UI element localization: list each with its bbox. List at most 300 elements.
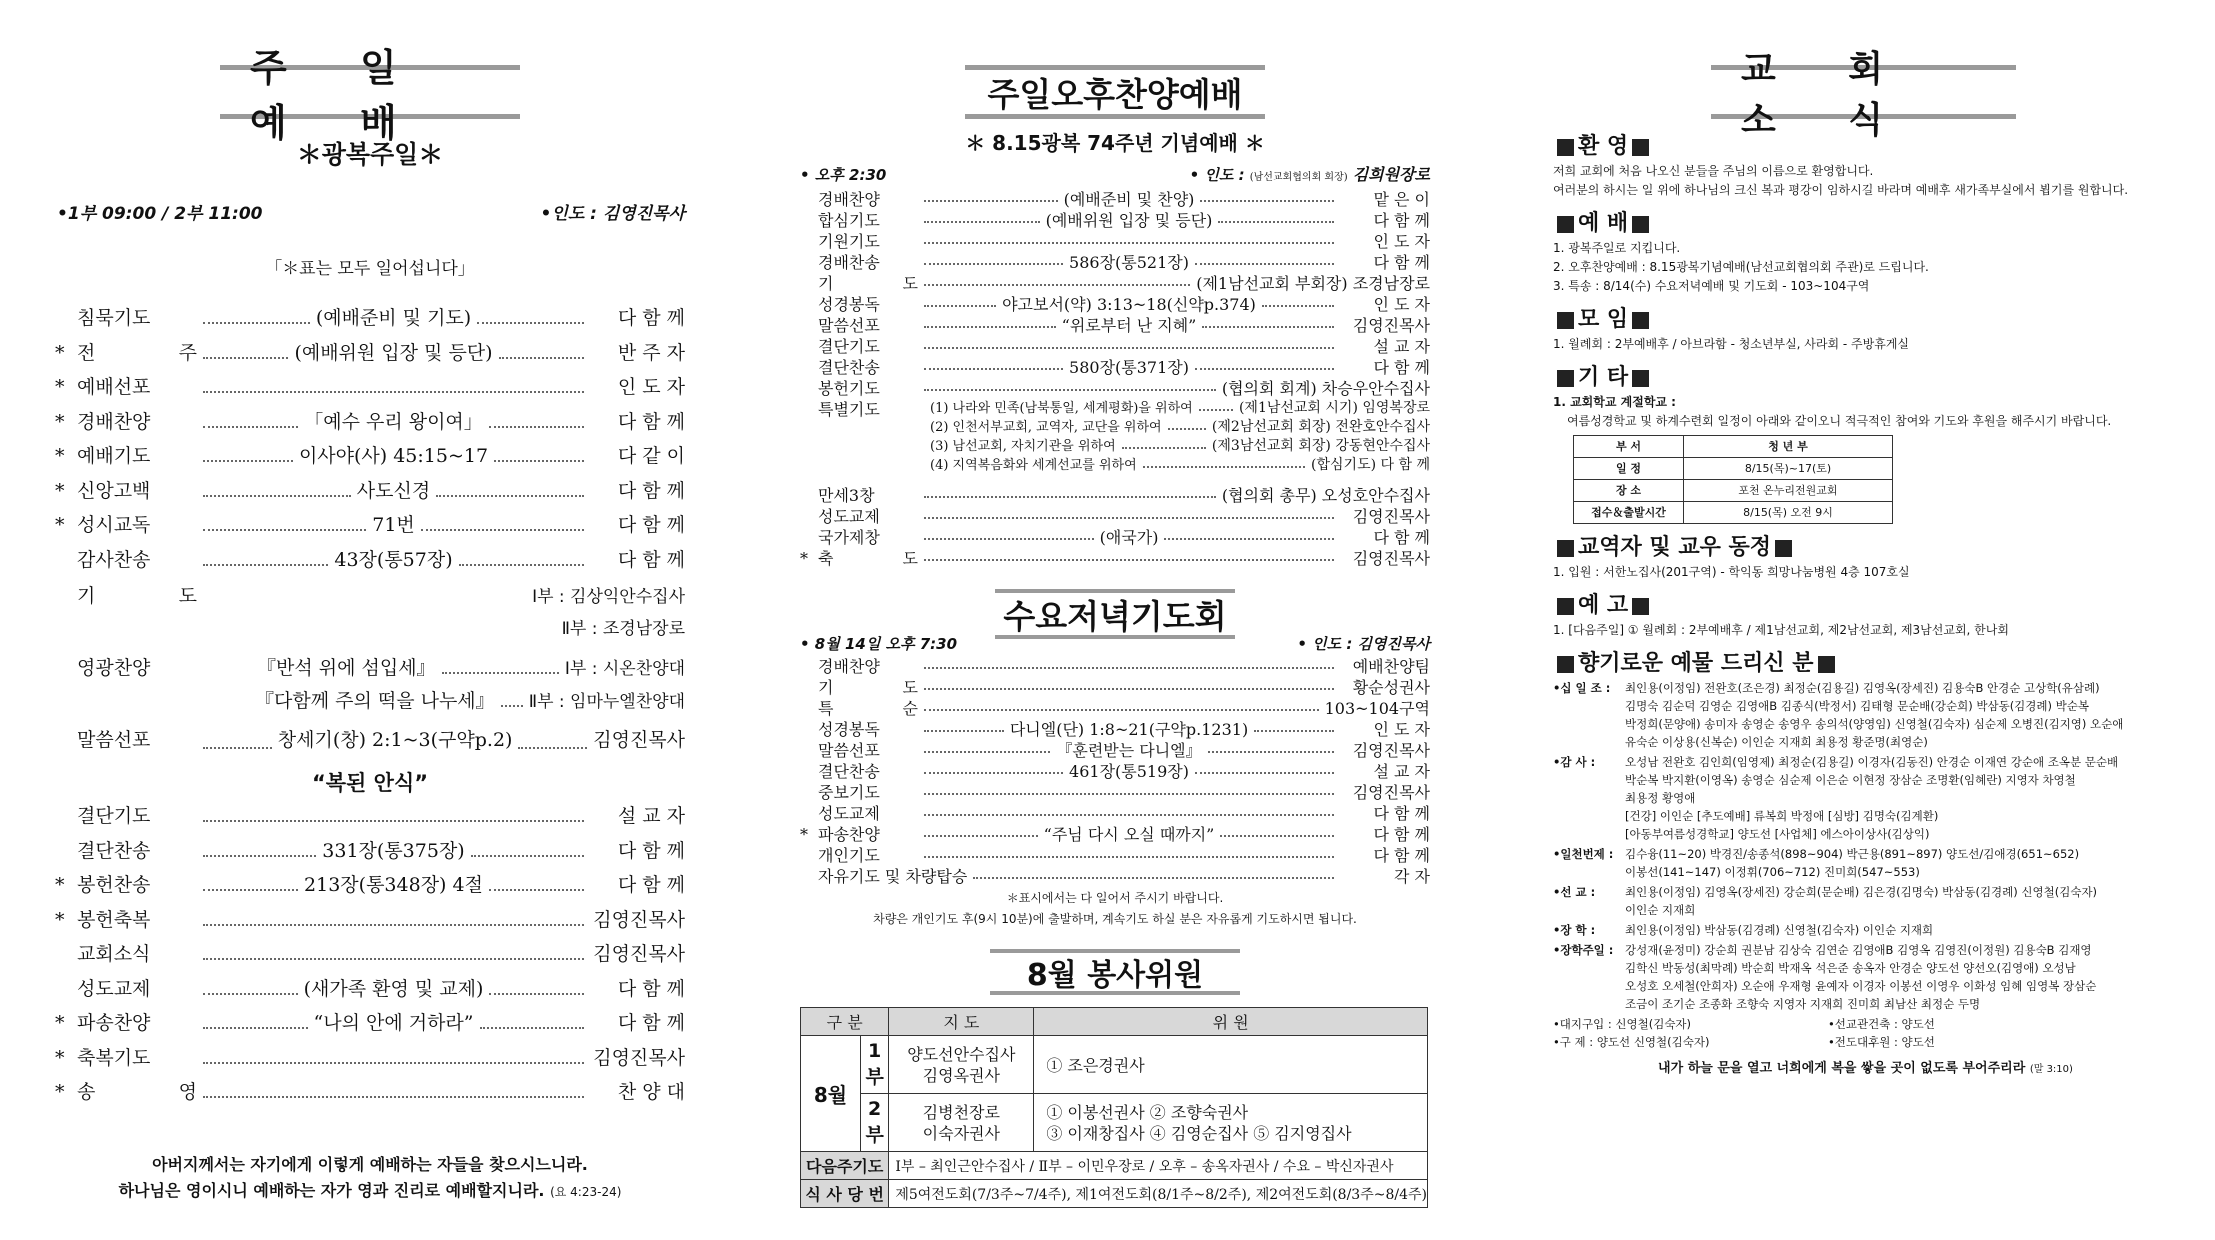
special-prayer-item	[800, 435, 1430, 454]
order-person: 맡 은 이	[1373, 190, 1431, 209]
verse-line-1: 아버지께서는 자기에게 이렇게 예배하는 자들을 찾으시느니라.	[152, 1154, 588, 1174]
order-person: 다 함 께	[617, 874, 685, 896]
order-person: 김영진목사	[1352, 741, 1430, 760]
notice-heading	[1553, 593, 2178, 618]
order-label: 경배찬양	[77, 410, 151, 433]
other-line-2: 여름성경학교 및 하계수련회 일정이 아래와 같이오니 적극적인 참여와 기도와 후원을 해주시기 바랍니다.	[1567, 414, 2112, 428]
relief-offering: •구 제 : 양도선 신영철(김숙자)	[1553, 1035, 1710, 1049]
order-label: 경배찬양	[818, 657, 880, 676]
order-label: 말씀선포	[818, 741, 880, 760]
staff-news-heading	[1553, 535, 2178, 560]
order-content: 다니엘(단) 1:8~21(구약p.1231)	[1009, 720, 1249, 739]
stand-mark: *	[55, 445, 65, 467]
special-prayer-label: 특별기도	[818, 400, 880, 419]
afternoon-leader-role: (남선교회협의회 회장)	[1249, 172, 1348, 183]
order-label: 국가제창	[818, 528, 880, 547]
order-person: 다 함 께	[617, 839, 686, 862]
order-person: (협의회 총무) 오성호안수집사	[1221, 486, 1430, 505]
worship-line-3: 3. 특송 : 8/14(수) 수요저녁예배 및 기도회 - 103~104구역	[1553, 279, 1870, 293]
order-row	[55, 1077, 685, 1112]
order-row	[800, 759, 1430, 780]
land-offering: •대지구입 : 신영철(김숙자)	[1553, 1017, 1692, 1031]
order-label: 예배기도	[77, 445, 151, 467]
meeting-heading	[1553, 307, 2178, 332]
offering-names: 최용정 황영애	[1625, 791, 1696, 805]
offering-heading-text: 향기로운 예물 드리신 분	[1578, 651, 1814, 676]
notice-line: 1. [다음주일] ① 월례회 : 2부예배후 / 제1남선교회, 제2남선교회, 제3남선교회, 한나회	[1553, 623, 2009, 637]
order-label: 성경봉독	[818, 720, 880, 739]
table-head-members: 위 원	[1034, 1008, 1428, 1036]
order-label: 자유기도 및 차량탑승	[818, 867, 968, 886]
order-label: 예배선포	[77, 376, 151, 398]
order-content: (예배위원 입장 및 등단)	[1045, 211, 1213, 230]
sunday-service-title: 주 일 예 배	[220, 65, 520, 119]
order-row	[800, 292, 1430, 313]
stand-mark: *	[55, 1046, 65, 1069]
order-content: “나의 안에 거하라”	[313, 1012, 474, 1034]
row2-lead-2: 이숙자권사	[922, 1123, 1000, 1143]
meeting-line: 1. 월례회 : 2부예배후 / 아브라함 - 청소년부실, 사라회 - 주방휴게실	[1553, 337, 1909, 351]
order-content: (새가족 환영 및 교제)	[303, 977, 484, 1000]
row2-members-2: ③ 이재창집사 ④ 김영순집사 ⑤ 김지영집사	[1046, 1123, 1352, 1143]
offering-names: 유숙순 이상용(신복순) 이인순 지재희 최용정 황준명(최영순)	[1625, 735, 1928, 749]
order-label: 축복기도	[77, 1046, 151, 1069]
order-row	[800, 271, 1430, 292]
order-person: 김영진목사	[1352, 507, 1430, 526]
news-title: 교 회 소 식	[1711, 65, 2016, 119]
order-label: 경배찬송	[818, 253, 880, 272]
camp-table	[1573, 435, 1893, 524]
offering-names: 오성호 오세철(안희자) 오순애 우재형 윤예자 이경자 이봉선 이영우 이화성 임혜 임영복 장삼순	[1625, 979, 2097, 993]
special-prayer-item	[800, 454, 1430, 473]
offering-extra-2	[1553, 1033, 2178, 1051]
worship-heading	[1553, 211, 2178, 236]
offering-names: 강성재(윤정미) 강순희 권분남 김상숙 김연순 김영애B 김영옥 김영진(이정원) 김용숙B 김재영	[1625, 943, 2092, 957]
order-content: (애국가)	[1099, 528, 1159, 547]
word-text: 창세기(창) 2:1~3(구약p.2)	[277, 729, 513, 751]
order-label: 중보기도	[818, 783, 880, 802]
sermon-title: “복된 안식”	[311, 771, 429, 795]
order-content: 71번	[372, 514, 415, 536]
order-content: 331장(통375장)	[322, 839, 465, 862]
order-person: 예배찬양팀	[1352, 657, 1430, 676]
afternoon-time-row	[800, 162, 1430, 185]
meeting-heading-text: 모 임	[1578, 307, 1629, 332]
camp-dept-value: 청 년 부	[1684, 436, 1893, 458]
special-prayer-person: (합심기도) 다 함 께	[1311, 457, 1430, 473]
offering-names: [건강] 이인순 [추도예배] 류복희 박정애 [심방] 김명숙(김계환)	[1625, 809, 1939, 823]
next-prayer-text: Ⅰ부 – 최인근안수집사 / Ⅱ부 – 이민우장로 / 오후 – 송옥자권사 / 수요 – 박신자권사	[889, 1152, 1428, 1180]
order-label: 개인기도	[818, 846, 880, 865]
table-row1-members: ① 조은경권사	[1034, 1036, 1428, 1094]
order-person: 다 함 께	[1373, 358, 1430, 377]
next-prayer-label: 다음주기도	[801, 1152, 889, 1180]
stand-mark: *	[55, 874, 65, 896]
order-content: 580장(통371장)	[1069, 358, 1189, 377]
glory-first-song: 『반석 위에 섬입세』	[257, 657, 436, 679]
evangelism-offering: •전도대후원 : 양도선	[1828, 1035, 1935, 1049]
order-label: 교회소식	[77, 943, 151, 965]
order-row	[55, 545, 685, 580]
order-person: 인 도 자	[1373, 295, 1430, 314]
order-row	[55, 905, 685, 940]
wednesday-leader: • 인도 : 김영진목사	[1297, 635, 1430, 653]
offering-category: •감 사 :	[1553, 755, 1596, 769]
order-row	[800, 546, 1430, 567]
closing-verse-right	[1553, 1059, 2178, 1079]
order-person: 다 함 께	[617, 1012, 686, 1034]
welcome-line-2: 여러분의 하시는 일 위에 하나님의 크신 복과 평강이 임하시길 바라며 예배후 새가족부실에서 뵙기를 원합니다.	[1553, 183, 2129, 197]
order-row	[55, 836, 685, 871]
offering-category: •장 학 :	[1553, 923, 1596, 937]
offering-group	[1553, 883, 2178, 919]
order-row	[55, 870, 685, 905]
mission-house-offering: •선교관건축 : 양도선	[1828, 1017, 1935, 1031]
order-row	[800, 525, 1430, 546]
order-label: 감사찬송	[77, 548, 151, 571]
table-month: 8월	[801, 1036, 861, 1152]
order-label: 말씀선포	[818, 316, 880, 335]
order-person: 다 함 께	[1373, 211, 1431, 230]
order-row	[800, 675, 1430, 696]
order-label: 결단찬송	[818, 762, 880, 781]
order-person: 인 도 자	[617, 376, 685, 398]
order-row	[55, 303, 685, 338]
camp-date-value: 8/15(목)~17(토)	[1684, 458, 1893, 480]
wednesday-note-1: ＊표시에서는 다 일어서 주시기 바랍니다.	[1006, 891, 1224, 905]
order-person: 다 함 께	[617, 977, 685, 1000]
order-row	[800, 229, 1430, 250]
service-committee-title-box	[990, 949, 1240, 995]
order-content: 이사야(사) 45:15~17	[298, 445, 489, 467]
other-heading	[1553, 365, 2178, 390]
offering-names: 김명숙 김순덕 김영순 김영애B 김종식(박정서) 김태형 문순배(강순희) 박삼동(김경례) 박순복	[1625, 699, 2089, 713]
order-content: 「예수 우리 왕이여」	[304, 410, 483, 433]
order-person: 다 함 께	[1373, 804, 1430, 823]
order-label: 성시교독	[77, 514, 151, 536]
offering-category: •십 일 조 :	[1553, 681, 1611, 695]
stand-mark: *	[55, 1081, 65, 1103]
order-person: 설 교 자	[1373, 762, 1430, 781]
prayer-label: 기 도	[77, 585, 197, 607]
order-label: 결단찬송	[818, 358, 880, 377]
order-row	[800, 187, 1430, 208]
word-label: 말씀선포	[77, 729, 151, 751]
order-row	[800, 208, 1430, 229]
stand-mark: *	[55, 376, 65, 398]
order-label: 기 도	[818, 274, 918, 293]
stand-mark: *	[55, 514, 65, 536]
order-label: 축 도	[818, 549, 918, 568]
order-content: (예배준비 및 찬양)	[1063, 190, 1195, 209]
worship-heading-text: 예 배	[1578, 211, 1629, 236]
order-person: 다 함 께	[617, 479, 686, 502]
order-person: 김영진목사	[593, 908, 685, 931]
offering-names: 이인순 지재희	[1625, 903, 1696, 917]
offering-group	[1553, 941, 2178, 1013]
offering-names: 최인용(이정임) 김영옥(장세진) 강순희(문순배) 김은경(김명숙) 박삼동(김경례) 신영철(김숙자)	[1625, 885, 2098, 899]
order-row	[800, 696, 1430, 717]
order-content: 43장(통57장)	[334, 548, 453, 571]
offering-category: •일천번제 :	[1553, 847, 1614, 861]
table-head-section: 구 분	[801, 1008, 889, 1036]
order-label: 전 주	[77, 341, 197, 364]
order-row	[800, 822, 1430, 843]
order-row	[800, 738, 1430, 759]
afternoon-leader: 김희원장로	[1352, 165, 1430, 184]
order-row	[55, 372, 685, 407]
other-line-1: 1. 교회학교 계절학교 :	[1553, 395, 1676, 409]
camp-place-label: 장 소	[1574, 480, 1684, 502]
order-person: 인 도 자	[1373, 232, 1430, 251]
word-right: 김영진목사	[593, 729, 686, 751]
order-content: 야고보서(약) 3:13~18(신약p.374)	[1002, 295, 1256, 314]
order-row	[800, 717, 1430, 738]
order-row	[55, 510, 685, 545]
stand-mark: *	[55, 479, 65, 502]
time-leader-row	[55, 199, 685, 224]
row2-lead-1: 김병천장로	[922, 1102, 1000, 1122]
service-committee-title: 8월 봉사위원	[990, 949, 1240, 995]
offering-group	[1553, 921, 2178, 939]
order-label: 침묵기도	[77, 307, 151, 329]
offering-heading	[1553, 651, 2178, 676]
order-person: 다 함 께	[617, 548, 685, 571]
offering-names: 김수융(11~20) 박경진/송종석(898~904) 박근용(891~897) 양도선/김애경(651~652)	[1625, 847, 2080, 861]
order-row	[55, 1043, 685, 1078]
special-prayer-person: (제3남선교회 회장) 강동현안수집사	[1211, 438, 1430, 454]
offering-names: [아동부여름성경학교] 양도선 [사업체] 에스아이상사(김상익)	[1625, 827, 1930, 841]
service-time: •1부 09:00 / 2부 11:00	[57, 204, 263, 224]
left-column	[55, 0, 685, 1205]
order-row	[800, 843, 1430, 864]
closing-ref: (말 3:10)	[2029, 1064, 2073, 1075]
order-list-2	[55, 801, 685, 1112]
order-label: 파송찬양	[818, 825, 880, 844]
order-person: (제1남선교회 부회장) 조경남장로	[1196, 274, 1430, 293]
order-row	[800, 250, 1430, 271]
order-label: 기 도	[818, 678, 918, 697]
order-person: 설 교 자	[617, 805, 685, 827]
verse-ref: (요 4:23-24)	[550, 1184, 622, 1199]
order-person: 황순성권사	[1352, 678, 1430, 697]
afternoon-order-list	[800, 187, 1430, 397]
order-label: 성도교제	[818, 507, 880, 526]
special-prayer-person: (제2남선교회 회장) 전완호안수집사	[1211, 419, 1430, 435]
wednesday-title-box	[995, 589, 1235, 639]
offering-extra-1	[1553, 1015, 2178, 1033]
service-leader: •인도 : 김영진목사	[540, 204, 685, 224]
offering-names: 김학신 박동성(최막례) 박순희 박재옥 석은준 송옥자 안경순 양도선 양선오(김영애) 오성남	[1625, 961, 2076, 975]
stand-mark: *	[800, 549, 808, 568]
camp-place-value: 포천 온누리전원교회	[1684, 480, 1893, 502]
news-title-box	[1711, 49, 2016, 141]
order-content: 사도신경	[356, 479, 431, 502]
afternoon-title-box	[965, 65, 1265, 119]
order-person: 다 함 께	[1373, 846, 1430, 865]
order-label: 신앙고백	[77, 479, 151, 502]
glory-label: 영광찬양	[77, 657, 151, 679]
order-person: 다 함 께	[1373, 253, 1430, 272]
order-label: 성도교제	[818, 804, 880, 823]
order-person: 각 자	[1394, 867, 1430, 886]
offering-group	[1553, 753, 2178, 843]
closing-text: 내가 하늘 문을 열고 너희에게 복을 쌓을 곳이 없도록 부어주리라	[1658, 1061, 2026, 1076]
word-row	[55, 725, 685, 765]
table-row1-part: 1부	[861, 1036, 889, 1094]
order-label: 결단찬송	[77, 839, 151, 862]
welcome-line-1: 저희 교회에 처음 나오신 분들을 주님의 이름으로 환영합니다.	[1553, 164, 1874, 178]
order-row	[800, 313, 1430, 334]
offering-names: 조금이 조기순 조종화 조향숙 지영자 지재희 진미희 최남산 최정순 두명	[1625, 997, 1981, 1011]
glory-first-choir: Ⅰ부 : 시온찬양대	[564, 659, 685, 679]
closing-verse	[55, 1152, 685, 1205]
camp-dept-label: 부 서	[1574, 436, 1684, 458]
order-person: 다 함 께	[617, 410, 685, 433]
order-row	[800, 376, 1430, 397]
order-content: 461장(통519장)	[1069, 762, 1189, 781]
order-label: 파송찬양	[77, 1012, 151, 1034]
meal-duty-label: 식 사 당 번	[801, 1180, 889, 1208]
afternoon-time: • 오후 2:30	[800, 166, 887, 184]
offering-names: 박정희(문양애) 송미자 송영순 송영우 송의석(양영임) 신영철(김숙자) 심순제 오병진(김지영) 오순애	[1625, 717, 2124, 731]
offering-group	[1553, 845, 2178, 881]
camp-time-label: 접수＆출발시간	[1574, 502, 1684, 524]
glory-block	[55, 653, 685, 719]
camp-date-label: 일 정	[1574, 458, 1684, 480]
order-person: 반 주 자	[617, 341, 686, 364]
offering-names: 이봉선(141~147) 이정휘(706~712) 진미희(547~553)	[1625, 865, 1920, 879]
order-list-1	[55, 303, 685, 579]
order-row	[800, 334, 1430, 355]
order-content: (예배준비 및 기도)	[315, 307, 472, 329]
order-row	[55, 338, 685, 373]
special-prayer-topic: (3) 남선교회, 자치기관을 위하여	[930, 439, 1116, 454]
offering-group	[1553, 679, 2178, 751]
order-row	[800, 504, 1430, 525]
order-person: 103~104구역	[1324, 699, 1430, 718]
prayer-first: Ⅰ부 : 김상익안수집사	[532, 587, 685, 607]
order-content: 『훈련받는 다니엘』	[1056, 741, 1202, 760]
order-person: 설 교 자	[1373, 337, 1430, 356]
order-row	[800, 864, 1430, 885]
order-person: 다 함 께	[617, 514, 685, 536]
order-content: 586장(통521장)	[1069, 253, 1189, 272]
stand-note: 「＊표는 모두 일어섭니다」	[265, 259, 475, 279]
order-person: 다 함 께	[1373, 528, 1431, 547]
row1-lead-2: 김영옥권사	[922, 1065, 1000, 1085]
stand-mark: *	[55, 341, 65, 364]
order-row	[800, 483, 1430, 504]
order-label: 특 순	[818, 699, 918, 718]
offering-names: 최인용(이정임) 박삼동(김경례) 신영철(김숙자) 이인순 지재희	[1625, 923, 1934, 937]
order-label: 봉헌기도	[818, 379, 880, 398]
order-content: (예배위원 입장 및 등단)	[294, 341, 493, 364]
order-person: 김영진목사	[1352, 316, 1431, 335]
glory-second-choir: Ⅱ부 : 임마누엘찬양대	[528, 692, 685, 712]
order-row	[55, 476, 685, 511]
table-row2-lead	[889, 1094, 1034, 1152]
service-committee-table	[800, 1007, 1428, 1208]
order-person: 김영진목사	[593, 943, 685, 965]
offering-names: 박순복 박지환(이영옥) 송영순 심순제 이은순 이현정 장삼순 조명환(임혜란) 지영자 차영철	[1625, 773, 2076, 787]
row1-lead-1: 양도선안수집사	[907, 1044, 1016, 1064]
table-row2-part: 2부	[861, 1094, 889, 1152]
order-person: 다 같 이	[617, 445, 686, 467]
offering-names: 최인용(이정임) 전완호(조은경) 최정순(김용길) 김영옥(장세진) 김용숙B 안경순 고상학(유삼례)	[1625, 681, 2100, 695]
order-row	[55, 407, 685, 442]
right-column	[1553, 0, 2178, 1079]
order-person: 다 함 께	[1373, 825, 1431, 844]
order-label: 결단기도	[818, 337, 880, 356]
offering-category: •선 교 :	[1553, 885, 1596, 899]
middle-column	[800, 0, 1430, 1208]
prayer-second: Ⅱ부 : 조경남장로	[561, 619, 685, 639]
stand-mark: *	[55, 1012, 65, 1034]
meal-duty-text: 제5여전도회(7/3주~7/4주), 제1여전도회(8/1주~8/2주), 제2여전도회(8/3주~8/4주)	[889, 1180, 1428, 1208]
order-label: 기원기도	[818, 232, 880, 251]
order-person: (협의회 회계) 차승우안수집사	[1221, 379, 1430, 398]
welcome-heading-text: 환 영	[1578, 134, 1629, 159]
offering-category: •장학주일 :	[1553, 943, 1614, 957]
table-head-lead: 지 도	[889, 1008, 1034, 1036]
afternoon-subtitle: ＊ 8.15광복 74주년 기념예배 ＊	[965, 131, 1265, 155]
worship-line-2: 2. 오후찬양예배 : 8.15광복기념예배(남선교회협의회 주관)로 드립니다.	[1553, 260, 1929, 274]
prayer-block	[55, 581, 685, 647]
special-prayer-topic: (4) 지역복음화와 세계선교를 위하여	[930, 458, 1137, 473]
stand-mark: *	[55, 908, 65, 931]
afternoon-order-list-2	[800, 483, 1430, 567]
order-row	[800, 654, 1430, 675]
order-row	[800, 355, 1430, 376]
order-person: 김영진목사	[1352, 549, 1430, 568]
table-row2-members	[1034, 1094, 1428, 1152]
wednesday-title: 수요저녁기도회	[995, 589, 1235, 639]
special-prayer-topic: (2) 인천서부교회, 교역자, 교단을 위하여	[930, 420, 1162, 435]
special-prayer-topic: (1) 나라와 민족(남북통일, 세계평화)을 위하여	[930, 401, 1193, 416]
verse-line-2: 하나님은 영이시니 예배하는 자가 영과 진리로 예배할지니라.	[118, 1180, 545, 1200]
offering-names: 오성남 전완호 김인희(임영제) 최정순(김용길) 이경자(김동진) 안경순 이재연 강순애 조옥분 문순배	[1625, 755, 2119, 769]
afternoon-title: 주일오후찬양예배	[965, 65, 1265, 119]
order-person: 찬 양 대	[617, 1081, 685, 1103]
order-row	[55, 801, 685, 836]
order-person: 인 도 자	[1373, 720, 1431, 739]
worship-line-1: 1. 광복주일로 지킵니다.	[1553, 241, 1681, 255]
wednesday-note-2: 차량은 개인기도 후(9시 10분)에 출발하며, 계속기도 하실 분은 자유롭게 기도하시면 됩니다.	[873, 912, 1357, 926]
order-row	[55, 974, 685, 1009]
row2-members-1: ① 이봉선권사 ② 조향숙권사	[1046, 1102, 1249, 1122]
wednesday-time: • 8월 14일 오후 7:30	[800, 635, 958, 653]
order-label: 성도교제	[77, 977, 151, 1000]
camp-time-value: 8/15(목) 오전 9시	[1684, 502, 1893, 524]
order-row	[55, 441, 685, 476]
order-label: 성경봉독	[818, 295, 880, 314]
other-heading-text: 기 타	[1578, 365, 1629, 390]
stand-mark: *	[800, 825, 808, 844]
order-label: 합심기도	[818, 211, 880, 230]
wednesday-order-list	[800, 654, 1430, 885]
order-person: 김영진목사	[593, 1046, 685, 1069]
staff-news-heading-text: 교역자 및 교우 동정	[1578, 535, 1771, 560]
staff-news-line: 1. 입원 : 서한노집사(201구역) - 학익동 희망나눔병원 4층 107호실	[1553, 565, 1910, 579]
order-label: 송 영	[77, 1081, 197, 1103]
order-row	[800, 780, 1430, 801]
stand-mark: *	[55, 410, 65, 433]
order-label: 결단기도	[77, 805, 151, 827]
sunday-subtitle: ＊광복주일＊	[296, 140, 444, 169]
order-person: 다 함 께	[617, 307, 686, 329]
order-label: 봉헌축복	[77, 908, 151, 931]
